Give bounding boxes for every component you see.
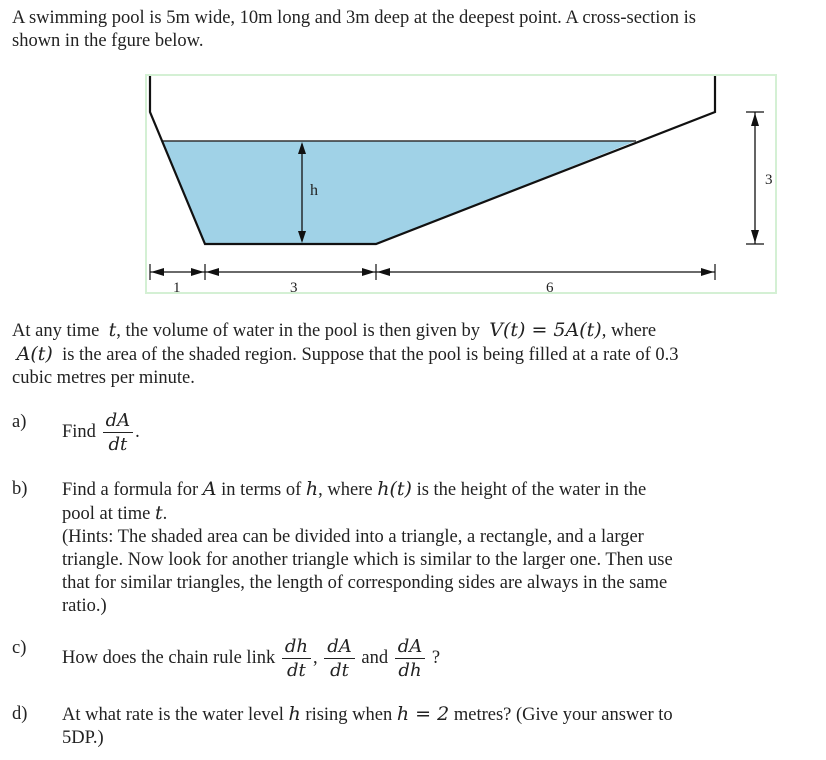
depth-label: 3 bbox=[765, 172, 773, 188]
qb-var-t: t bbox=[155, 502, 163, 524]
qd-var-h: h bbox=[288, 703, 301, 725]
frac-num: dA bbox=[324, 636, 355, 659]
question-b-line-1 bbox=[62, 478, 752, 502]
dim-1-label: 1 bbox=[173, 280, 181, 294]
question-a-end: . bbox=[135, 421, 140, 442]
dim-6-label: 6 bbox=[546, 280, 554, 294]
pool-cross-section-figure bbox=[145, 74, 777, 294]
dim6-head-right bbox=[701, 268, 714, 276]
qb-text-4: is the height of the water in the bbox=[416, 480, 647, 500]
question-d-label: d) bbox=[12, 704, 28, 724]
question-b-line-2 bbox=[62, 502, 752, 526]
hint-line-1: (Hints: The shaded area can be divided into a triangle, a rectangle, and a larger bbox=[62, 527, 644, 547]
vp-text-1: At any time bbox=[12, 321, 100, 341]
dim1-head-left bbox=[151, 268, 164, 276]
dim1-head-right bbox=[191, 268, 204, 276]
question-c bbox=[62, 636, 752, 681]
question-d-line-2: 5DP.) bbox=[62, 728, 104, 748]
qd-text-3: metres? (Give your answer to bbox=[453, 705, 673, 725]
question-a-label: a) bbox=[12, 412, 27, 432]
fraction-dA-dh bbox=[395, 636, 426, 681]
var-t: t bbox=[108, 319, 117, 341]
dim3-head-left bbox=[206, 268, 219, 276]
question-a-text: Find bbox=[62, 421, 96, 442]
fraction-dh-dt bbox=[282, 636, 311, 681]
dim-3-label: 3 bbox=[290, 280, 298, 294]
qb-text-5-end: . bbox=[162, 504, 168, 524]
depth-arrow-head-bottom bbox=[751, 230, 759, 243]
dim3-head-right bbox=[362, 268, 375, 276]
qd-equation: h = 2 bbox=[396, 703, 450, 725]
question-d bbox=[62, 703, 752, 750]
question-c-comma: , bbox=[312, 647, 318, 668]
fraction-dA-dt bbox=[103, 410, 134, 455]
question-c-and: and bbox=[361, 647, 389, 668]
volume-line-3: cubic metres per minute. bbox=[12, 368, 195, 388]
volume-formula: V(t) = 5A(t) bbox=[489, 319, 602, 341]
dim6-head-left bbox=[377, 268, 390, 276]
vp-text-3: , where bbox=[601, 321, 657, 341]
question-c-label: c) bbox=[12, 638, 27, 658]
volume-line-2 bbox=[12, 343, 792, 367]
qb-text-5: pool at time bbox=[62, 504, 151, 524]
question-b-label: b) bbox=[12, 479, 28, 499]
water-region bbox=[163, 141, 636, 244]
frac-num: dA bbox=[103, 410, 134, 433]
qd-text-1: At what rate is the water level bbox=[62, 705, 284, 725]
question-d-line-1 bbox=[62, 703, 752, 727]
frac-den: dt bbox=[108, 434, 128, 455]
qb-text-3: , where bbox=[318, 480, 373, 500]
hint-line-3: that for similar triangles, the length of corresponding sides are always in the same bbox=[62, 573, 668, 593]
qb-text-2: in terms of bbox=[221, 480, 302, 500]
frac-den: dh bbox=[398, 660, 422, 681]
question-c-text: How does the chain rule link bbox=[62, 647, 276, 668]
var-A: A(t) bbox=[16, 343, 53, 365]
frac-num: dA bbox=[395, 636, 426, 659]
intro-text bbox=[12, 7, 812, 53]
question-c-end: ? bbox=[431, 647, 441, 668]
qb-var-A: A bbox=[202, 478, 217, 500]
frac-den: dt bbox=[287, 660, 306, 681]
depth-arrow-head-top bbox=[751, 113, 759, 126]
hint-line-2: triangle. Now look for another triangle which is similar to the larger one. Then use bbox=[62, 550, 673, 570]
question-a bbox=[62, 410, 752, 455]
qd-text-2: rising when bbox=[305, 705, 393, 725]
qb-var-h: h bbox=[305, 478, 319, 500]
fraction-dA-dt bbox=[324, 636, 355, 681]
volume-line-1 bbox=[12, 319, 792, 343]
hint-line-4: ratio.) bbox=[62, 596, 107, 616]
qb-text-1: Find a formula for bbox=[62, 480, 199, 500]
intro-line-2: shown in the fgure below. bbox=[12, 31, 204, 51]
qb-var-ht: h(t) bbox=[377, 478, 412, 500]
frac-num: dh bbox=[282, 636, 311, 659]
frac-den: dt bbox=[330, 660, 349, 681]
volume-paragraph bbox=[12, 319, 792, 390]
h-label: h bbox=[310, 182, 318, 199]
vp-text-4: is the area of the shaded region. Suppose that the pool is being filled at a rate of 0.3 bbox=[62, 345, 679, 365]
intro-line-1: A swimming pool is 5m wide, 10m long and 3m deep at the deepest point. A cross-section is bbox=[12, 8, 696, 28]
vp-text-2: , the volume of water in the pool is then given by bbox=[116, 321, 480, 341]
question-b bbox=[62, 478, 752, 618]
